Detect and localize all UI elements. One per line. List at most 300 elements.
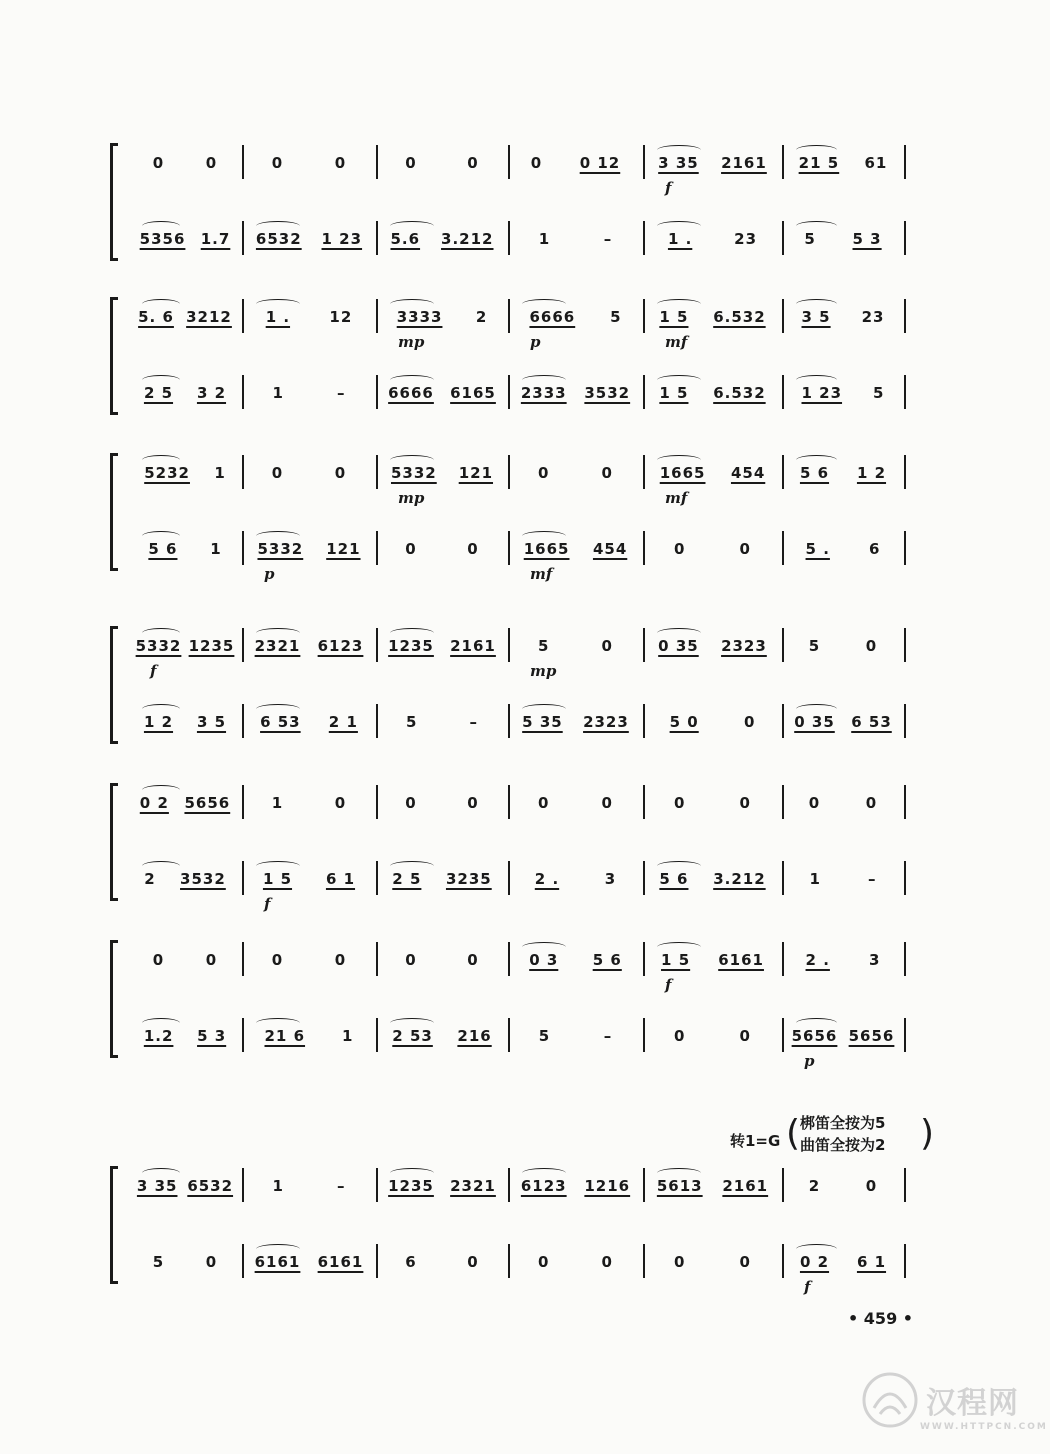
barline xyxy=(376,299,378,333)
key-change: 转1=G xyxy=(730,1132,781,1150)
note-group: 2 xyxy=(808,1177,821,1195)
barline xyxy=(782,531,784,565)
note-group: 0 xyxy=(334,154,347,172)
note-group: 1 xyxy=(210,540,222,558)
slur-mark xyxy=(657,942,701,952)
note-group: 0 xyxy=(467,951,479,969)
measure xyxy=(246,453,372,493)
note-group: 0 3 xyxy=(529,951,559,969)
note-group: 0 12 xyxy=(579,154,621,172)
modulation-note xyxy=(720,1110,950,1160)
note-group: 6123 xyxy=(520,1177,567,1195)
barline xyxy=(376,145,378,179)
note-group: 454 xyxy=(730,464,766,482)
note-group: 0 xyxy=(865,794,878,812)
dynamic-marking: mp xyxy=(530,662,557,680)
slur-mark xyxy=(142,1018,180,1028)
note-group: 0 xyxy=(865,1177,878,1195)
note-group: 0 xyxy=(334,951,347,969)
measure xyxy=(132,143,238,183)
barline xyxy=(904,221,906,255)
watermark xyxy=(860,1360,1048,1440)
note-group: 0 xyxy=(405,540,417,558)
note-group: 1665 xyxy=(523,540,570,558)
slur-mark xyxy=(796,1018,837,1028)
measure xyxy=(786,626,900,666)
note-group: 0 xyxy=(739,540,751,558)
dynamic-marking: f xyxy=(264,895,271,913)
barline xyxy=(643,942,645,976)
note-group: – xyxy=(867,870,877,888)
slur-mark xyxy=(256,531,300,541)
note-group: 3 2 xyxy=(196,384,227,402)
slur-mark xyxy=(522,1168,566,1178)
score-system xyxy=(0,453,1050,583)
barline xyxy=(376,1168,378,1202)
lower-part xyxy=(0,702,1050,742)
note-group: 23 xyxy=(734,230,758,248)
barline xyxy=(376,861,378,895)
slur-mark xyxy=(390,221,434,231)
note-group: 1216 xyxy=(584,1177,631,1195)
note-group: 12 xyxy=(329,308,353,326)
slur-mark xyxy=(796,145,837,155)
note-group: 5656 xyxy=(791,1027,838,1045)
note-group: 3.212 xyxy=(441,230,494,248)
note-group: 0 xyxy=(405,794,417,812)
note-group: 2 . xyxy=(534,870,560,888)
barline xyxy=(904,1168,906,1202)
barline xyxy=(643,628,645,662)
barline xyxy=(508,704,510,738)
note-group: 2 xyxy=(475,308,488,326)
barline xyxy=(782,145,784,179)
slur-mark xyxy=(256,299,300,309)
barline xyxy=(904,1018,906,1052)
slur-mark xyxy=(390,861,434,871)
barline xyxy=(643,785,645,819)
barline xyxy=(376,1244,378,1278)
note-group: 0 2 xyxy=(799,1253,830,1271)
note-group: 5332 xyxy=(390,464,437,482)
note-group: 5332 xyxy=(257,540,304,558)
barline xyxy=(242,455,244,489)
note-group: 5 0 xyxy=(669,713,699,731)
note-group: 454 xyxy=(592,540,628,558)
note-group: 2333 xyxy=(520,384,567,402)
note-group: 0 xyxy=(271,154,284,172)
barline xyxy=(782,704,784,738)
qudi-instruction: 曲笛全按为2 xyxy=(800,1136,886,1154)
measure xyxy=(512,219,639,259)
barline xyxy=(782,1168,784,1202)
note-group: 6666 xyxy=(529,308,576,326)
slur-mark xyxy=(522,704,566,714)
note-group: 2161 xyxy=(721,154,767,172)
note-group: 5 xyxy=(873,384,885,402)
barline xyxy=(242,861,244,895)
note-group: 5 6 xyxy=(148,540,178,558)
note-group: – xyxy=(603,230,613,248)
slur-mark xyxy=(142,785,180,795)
note-group: 0 xyxy=(334,464,347,482)
barline xyxy=(242,1244,244,1278)
barline xyxy=(376,455,378,489)
note-group: 3 35 xyxy=(658,154,699,172)
slur-mark xyxy=(390,628,434,638)
slur-mark xyxy=(657,375,701,385)
note-group: 6.532 xyxy=(713,384,766,402)
note-group: 6161 xyxy=(718,951,764,969)
note-group: 3.212 xyxy=(713,870,766,888)
barline xyxy=(508,1018,510,1052)
note-group: 1 xyxy=(214,464,226,482)
barline xyxy=(904,942,906,976)
note-group: 3 xyxy=(604,870,617,888)
barline xyxy=(643,531,645,565)
barline xyxy=(904,861,906,895)
measure xyxy=(512,783,639,823)
note-group: 5 6 xyxy=(592,951,622,969)
barline xyxy=(782,942,784,976)
upper-part xyxy=(0,940,1050,994)
page-number: • 459 • xyxy=(848,1309,913,1328)
watermark-url: WWW.HTTPCN.COM xyxy=(920,1422,1048,1432)
barline xyxy=(508,861,510,895)
note-group: 3 5 xyxy=(196,713,227,731)
note-group: 0 xyxy=(674,540,686,558)
note-group: 0 xyxy=(205,154,218,172)
slur-mark xyxy=(657,861,701,871)
dynamic-marking: f xyxy=(804,1278,811,1296)
barline xyxy=(376,785,378,819)
measure xyxy=(786,1166,900,1206)
note-group: 6161 xyxy=(254,1253,301,1271)
barline xyxy=(508,628,510,662)
note-group: – xyxy=(336,1177,346,1195)
bangdi-instruction: 梆笛全按为5 xyxy=(800,1114,886,1132)
barline xyxy=(242,1018,244,1052)
slur-mark xyxy=(522,531,566,541)
lower-part xyxy=(0,1242,1050,1296)
barline xyxy=(376,221,378,255)
note-group: 2321 xyxy=(450,1177,496,1195)
barline xyxy=(242,942,244,976)
slur-mark xyxy=(796,1244,837,1254)
dynamic-marking: mf xyxy=(530,565,553,583)
barline xyxy=(782,455,784,489)
slur-mark xyxy=(657,628,701,638)
slur-mark xyxy=(256,1018,300,1028)
note-group: 2 xyxy=(144,870,156,888)
note-group: 6 1 xyxy=(856,1253,887,1271)
dynamic-marking: mf xyxy=(665,489,688,507)
note-group: 0 xyxy=(467,540,479,558)
lower-part xyxy=(0,859,1050,913)
barline xyxy=(904,455,906,489)
note-group: 1 5 xyxy=(661,951,691,969)
score-system xyxy=(0,1166,1050,1296)
dynamic-marking: p xyxy=(530,333,541,351)
note-group: – xyxy=(336,384,346,402)
note-group: 2 1 xyxy=(328,713,358,731)
note-group: 0 xyxy=(739,1253,751,1271)
barline xyxy=(782,861,784,895)
note-group: 6.532 xyxy=(713,308,766,326)
note-group: 5 6 xyxy=(659,870,689,888)
measure xyxy=(246,373,372,413)
measure xyxy=(246,143,372,183)
barline xyxy=(376,628,378,662)
note-group: 1 2 xyxy=(143,713,174,731)
barline xyxy=(643,455,645,489)
note-group: 3212 xyxy=(186,308,232,326)
slur-mark xyxy=(796,455,837,465)
note-group: 121 xyxy=(326,540,361,558)
note-group: 1 5 xyxy=(262,870,293,888)
slur-mark xyxy=(256,628,300,638)
upper-part xyxy=(0,626,1050,680)
note-group: 5332 xyxy=(135,637,182,655)
barline xyxy=(242,531,244,565)
measure xyxy=(786,940,900,980)
barline xyxy=(376,1018,378,1052)
barline xyxy=(904,375,906,409)
note-group: 0 xyxy=(467,794,479,812)
slur-mark xyxy=(522,375,566,385)
measure xyxy=(380,783,504,823)
barline xyxy=(904,531,906,565)
note-group: 6165 xyxy=(450,384,496,402)
barline xyxy=(904,1244,906,1278)
slur-mark xyxy=(390,375,434,385)
slur-mark xyxy=(142,861,180,871)
measure xyxy=(380,529,504,569)
note-group: 1 5 xyxy=(659,384,689,402)
barline xyxy=(508,785,510,819)
upper-part xyxy=(0,783,1050,823)
score-system xyxy=(0,626,1050,756)
note-group: 5 3 xyxy=(852,230,882,248)
barline xyxy=(508,145,510,179)
slur-mark xyxy=(390,1018,434,1028)
barline xyxy=(643,299,645,333)
note-group: 1 5 xyxy=(659,308,689,326)
measure xyxy=(512,626,639,666)
note-group: 0 xyxy=(467,154,479,172)
note-group: 0 xyxy=(739,794,751,812)
barline xyxy=(782,785,784,819)
note-group: 6 xyxy=(869,540,881,558)
note-group: 0 xyxy=(467,1253,479,1271)
slur-mark xyxy=(142,531,180,541)
barline xyxy=(782,1018,784,1052)
note-group: 0 35 xyxy=(794,713,835,731)
barline xyxy=(643,221,645,255)
slur-mark xyxy=(142,1168,180,1178)
note-group: 6123 xyxy=(317,637,364,655)
barline xyxy=(643,145,645,179)
score-system xyxy=(0,783,1050,913)
note-group: 5.6 xyxy=(390,230,421,248)
slur-mark xyxy=(657,221,701,231)
dynamic-marking: f xyxy=(665,976,672,994)
barline xyxy=(904,785,906,819)
note-group: 5232 xyxy=(144,464,190,482)
note-group: 2323 xyxy=(721,637,767,655)
note-group: 0 xyxy=(538,1253,550,1271)
note-group: 0 xyxy=(601,637,613,655)
upper-part xyxy=(0,453,1050,507)
barline xyxy=(508,942,510,976)
note-group: 5 6 xyxy=(799,464,830,482)
note-group: 5 35 xyxy=(522,713,563,731)
barline xyxy=(508,375,510,409)
measure xyxy=(512,1242,639,1282)
note-group: 61 xyxy=(864,154,888,172)
slur-mark xyxy=(142,628,180,638)
note-group: 1 xyxy=(272,1177,284,1195)
note-group: 0 xyxy=(271,951,284,969)
note-group: 1 xyxy=(271,794,284,812)
upper-part xyxy=(0,143,1050,197)
watermark-text: 汉程网 xyxy=(926,1386,1019,1421)
slur-mark xyxy=(657,455,701,465)
barline xyxy=(904,628,906,662)
note-group: 6161 xyxy=(317,1253,364,1271)
barline xyxy=(242,704,244,738)
note-group: 121 xyxy=(458,464,494,482)
dynamic-marking: mf xyxy=(665,333,688,351)
note-group: 2161 xyxy=(722,1177,769,1195)
barline xyxy=(782,299,784,333)
measure xyxy=(786,859,900,899)
note-group: 1 . xyxy=(667,230,693,248)
slur-mark xyxy=(657,1168,701,1178)
slur-mark xyxy=(142,704,180,714)
note-group: 3 5 xyxy=(801,308,831,326)
measure xyxy=(380,143,504,183)
note-group: 5 3 xyxy=(197,1027,227,1045)
slur-mark xyxy=(390,299,434,309)
note-group: 0 xyxy=(205,1253,218,1271)
barline xyxy=(904,299,906,333)
note-group: 2323 xyxy=(583,713,629,731)
note-group: 0 xyxy=(601,464,613,482)
barline xyxy=(508,221,510,255)
slur-mark xyxy=(796,704,837,714)
note-group: 1.7 xyxy=(200,230,231,248)
barline xyxy=(508,1168,510,1202)
note-group: 6532 xyxy=(187,1177,234,1195)
note-group: 0 xyxy=(674,794,686,812)
barline xyxy=(376,375,378,409)
dynamic-marking: p xyxy=(804,1052,815,1070)
note-group: 1 xyxy=(342,1027,354,1045)
slur-mark xyxy=(657,299,701,309)
watermark-logo-icon xyxy=(860,1370,920,1430)
score-system xyxy=(0,297,1050,427)
note-group: 2 53 xyxy=(392,1027,433,1045)
measure xyxy=(647,783,778,823)
barline xyxy=(782,1244,784,1278)
note-group: 0 xyxy=(334,794,347,812)
flute-instructions xyxy=(800,1112,885,1156)
close-paren: ) xyxy=(920,1113,935,1154)
slur-mark xyxy=(142,299,180,309)
note-group: 6532 xyxy=(255,230,302,248)
barline xyxy=(376,531,378,565)
note-group: 0 xyxy=(530,154,543,172)
barline xyxy=(643,1018,645,1052)
note-group: 0 xyxy=(538,794,550,812)
barline xyxy=(508,299,510,333)
note-group: 3 35 xyxy=(136,1177,178,1195)
measure xyxy=(380,940,504,980)
note-group: 0 xyxy=(538,464,550,482)
barline xyxy=(904,704,906,738)
note-group: 5656 xyxy=(848,1027,895,1045)
measure xyxy=(786,529,900,569)
note-group: 0 xyxy=(808,794,821,812)
note-group: 0 xyxy=(405,154,417,172)
note-group: 2321 xyxy=(254,637,301,655)
note-group: 0 xyxy=(674,1253,686,1271)
barline xyxy=(782,628,784,662)
note-group: 5 . xyxy=(805,540,830,558)
note-group: 3532 xyxy=(180,870,226,888)
dynamic-marking: p xyxy=(264,565,275,583)
note-group: 1235 xyxy=(188,637,235,655)
note-group: 2 . xyxy=(805,951,830,969)
note-group: 0 xyxy=(205,951,218,969)
lower-part xyxy=(0,373,1050,413)
measure xyxy=(786,783,900,823)
measure xyxy=(647,1016,778,1056)
note-group: 2 5 xyxy=(143,384,174,402)
barline xyxy=(904,145,906,179)
note-group: 5656 xyxy=(184,794,231,812)
note-group: 1 2 xyxy=(856,464,887,482)
measure xyxy=(512,859,639,899)
measure xyxy=(380,1242,504,1282)
note-group: 6 1 xyxy=(325,870,356,888)
note-group: 6 53 xyxy=(260,713,301,731)
note-group: 5613 xyxy=(656,1177,703,1195)
note-group: 5 xyxy=(152,1253,165,1271)
note-group: 2 5 xyxy=(392,870,422,888)
dynamic-marking: f xyxy=(665,179,672,197)
note-group: 21 6 xyxy=(264,1027,306,1045)
dynamic-marking: mp xyxy=(398,333,425,351)
score-system xyxy=(0,940,1050,1070)
note-group: 0 xyxy=(271,464,284,482)
measure xyxy=(647,1242,778,1282)
measure xyxy=(380,702,504,742)
measure xyxy=(246,783,372,823)
measure xyxy=(246,940,372,980)
barline xyxy=(508,531,510,565)
note-group: 1 . xyxy=(265,308,291,326)
note-group: 5 xyxy=(538,637,550,655)
upper-part xyxy=(0,1166,1050,1206)
slur-mark xyxy=(256,861,300,871)
barline xyxy=(643,1168,645,1202)
note-group: 0 xyxy=(674,1027,686,1045)
note-group: 6 53 xyxy=(851,713,892,731)
note-group: 1235 xyxy=(388,637,434,655)
note-group: 1 xyxy=(538,230,551,248)
